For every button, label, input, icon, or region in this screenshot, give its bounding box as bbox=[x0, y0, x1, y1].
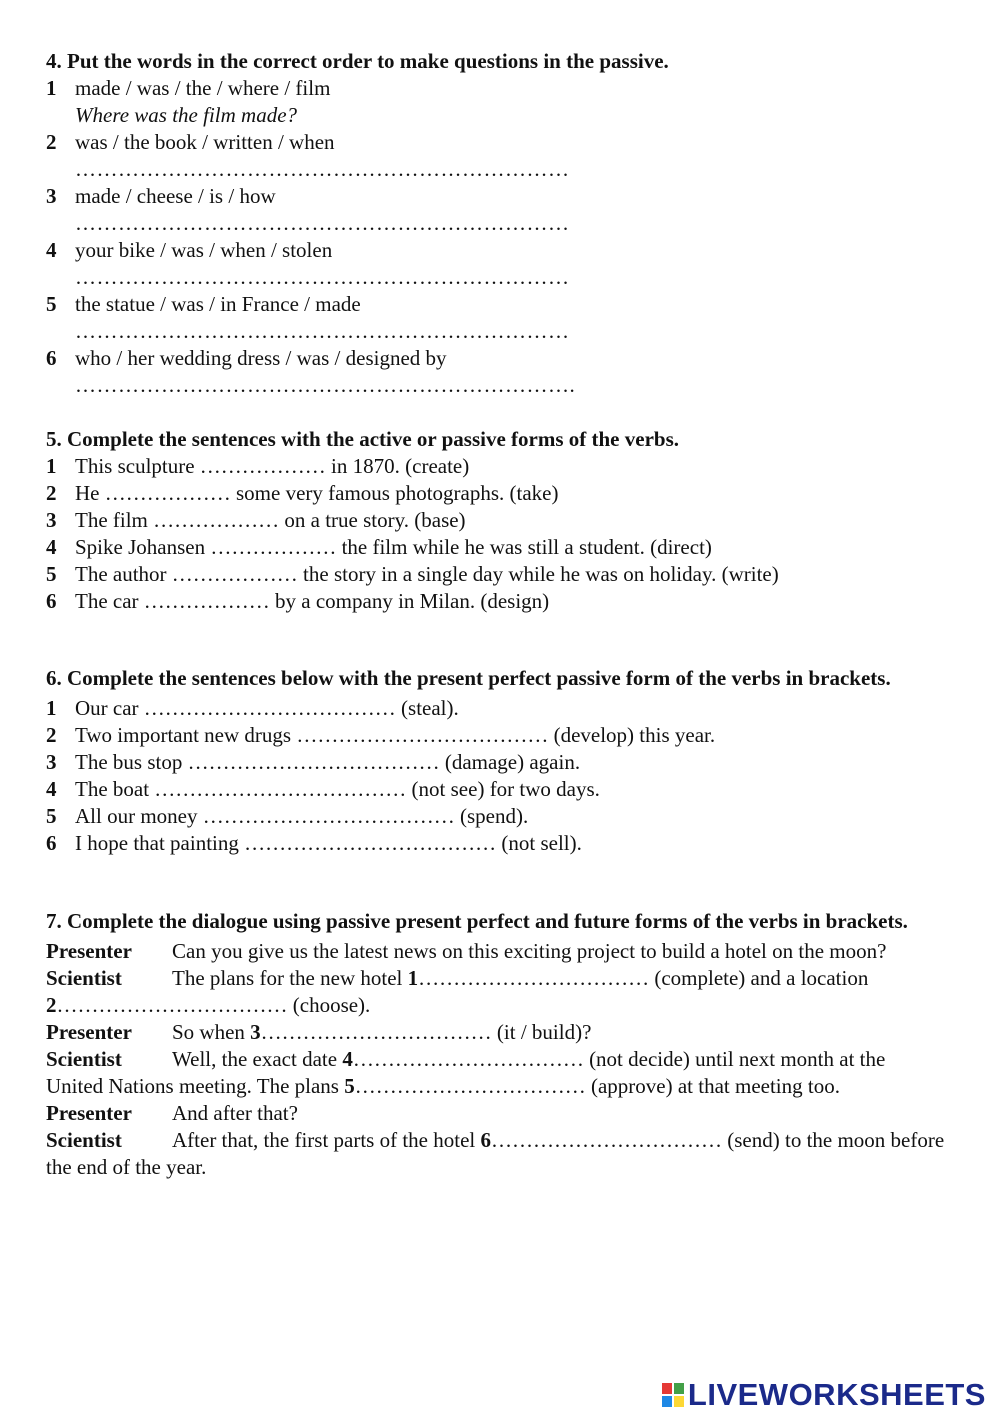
speaker-label: Presenter bbox=[46, 1020, 132, 1044]
blank-3[interactable]: …………………………… (it / build)? bbox=[260, 1020, 592, 1044]
s4-item-4: 4 your bike / was / when / stolen bbox=[46, 238, 333, 262]
s4-answer-line-6[interactable]: ……………………………………………………………. bbox=[75, 373, 576, 397]
section-5-heading: 5. Complete the sentences with the active or passive forms of the verbs. bbox=[46, 427, 679, 451]
s6-item-1: 1 Our car ……………………………… (steal). bbox=[46, 696, 459, 720]
dialogue-line-6: Scientist After that, the first parts of the hotel 6…………………………… (send) to the moon before the end of the year. bbox=[46, 1128, 945, 1179]
s4-answer-line-3[interactable]: …………………………………………………………… bbox=[75, 211, 570, 235]
liveworksheets-logo[interactable] bbox=[662, 1377, 986, 1412]
s6-item-3: 3 The bus stop ……………………………… (damage) again. bbox=[46, 750, 581, 774]
blank-1[interactable]: …………………………… (complete) and a location bbox=[418, 966, 869, 990]
s5-item-1: 1 This sculpture ……………… in 1870. (create) bbox=[46, 454, 470, 478]
blank-number: 1 bbox=[407, 966, 419, 990]
s5-item-2: 2 He ……………… some very famous photographs. (take) bbox=[46, 481, 559, 505]
blank-number: 5 bbox=[344, 1074, 355, 1098]
s4-answer-line-2[interactable]: …………………………………………………………… bbox=[75, 157, 570, 181]
s4-item-1: 1 made / was / the / where / film bbox=[46, 76, 331, 100]
s5-item-3: 3 The film ……………… on a true story. (base) bbox=[46, 508, 466, 532]
logo-square-blue bbox=[662, 1396, 672, 1407]
blank-number: 6 bbox=[480, 1128, 491, 1152]
dialogue-line-5: Presenter And after that? bbox=[46, 1101, 298, 1125]
s4-example-answer: Where was the film made? bbox=[75, 103, 298, 127]
logo-text: LIVEWORKSHEETS bbox=[687, 1377, 986, 1412]
blank-6[interactable]: …………………………… (send) to the moon before the end of the year. bbox=[46, 1128, 945, 1179]
section-7-heading: 7. Complete the dialogue using passive present perfect and future forms of the verbs in brackets. bbox=[46, 909, 908, 933]
blank-5[interactable]: …………………………… (approve) at that meeting too. bbox=[354, 1074, 840, 1098]
s6-item-2: 2 Two important new drugs ……………………………… (develop) this year. bbox=[46, 723, 716, 747]
s6-item-5: 5 All our money ……………………………… (spend). bbox=[46, 804, 529, 828]
speaker-label: Scientist bbox=[46, 1128, 122, 1152]
blank-2[interactable]: …………………………… (choose). bbox=[56, 993, 371, 1017]
blank-number: 4 bbox=[342, 1047, 353, 1071]
s4-item-2: 2 was / the book / written / when bbox=[46, 130, 335, 154]
s4-item-3: 3 made / cheese / is / how bbox=[46, 184, 276, 208]
dialogue-line-2: Scientist The plans for the new hotel 1…………………………… (complete) and a location 2…………………………… (choose). bbox=[46, 966, 869, 1017]
s4-item-6: 6 who / her wedding dress / was / designed by bbox=[46, 346, 447, 370]
section-6-heading: 6. Complete the sentences below with the present perfect passive form of the verbs in brackets. bbox=[46, 666, 891, 690]
blank-number: 3 bbox=[250, 1020, 261, 1044]
speaker-label: Scientist bbox=[46, 1047, 122, 1071]
speaker-label: Scientist bbox=[46, 966, 122, 990]
logo-square-green bbox=[674, 1383, 684, 1394]
speaker-label: Presenter bbox=[46, 939, 132, 963]
dialogue-line-1: Presenter Can you give us the latest news on this exciting project to build a hotel on the moon? bbox=[46, 939, 887, 963]
logo-square-red bbox=[662, 1383, 672, 1394]
dialogue-line-4: Scientist Well, the exact date 4…………………………… (not decide) until next month at the United Nations meeting. The plans 5…………………………… (approve) at that meeting too. bbox=[46, 1047, 886, 1098]
worksheet bbox=[46, 48, 946, 1181]
section-4-heading: 4. Put the words in the correct order to make questions in the passive. bbox=[46, 49, 669, 73]
s5-item-5: 5 The author ……………… the story in a single day while he was on holiday. (write) bbox=[46, 562, 779, 586]
dialogue-line-3: Presenter So when 3…………………………… (it / build)? bbox=[46, 1020, 592, 1044]
s4-item-5: 5 the statue / was / in France / made bbox=[46, 292, 361, 316]
speaker-label: Presenter bbox=[46, 1101, 132, 1125]
s6-item-4: 4 The boat ……………………………… (not see) for two days. bbox=[46, 777, 600, 801]
blank-4[interactable]: …………………………… (not decide) until next month at the United Nations meeting. The plans bbox=[46, 1047, 886, 1098]
s4-answer-line-4[interactable]: …………………………………………………………… bbox=[75, 265, 570, 289]
s6-item-6: 6 I hope that painting ……………………………… (not sell). bbox=[46, 831, 582, 855]
s4-answer-line-5[interactable]: …………………………………………………………… bbox=[75, 319, 570, 343]
logo-square-yellow bbox=[674, 1396, 684, 1407]
liveworksheets-logo-icon bbox=[662, 1383, 684, 1407]
s5-item-6: 6 The car ……………… by a company in Milan. (design) bbox=[46, 589, 550, 613]
blank-number: 2 bbox=[46, 993, 57, 1017]
s5-item-4: 4 Spike Johansen ……………… the film while he was still a student. (direct) bbox=[46, 535, 712, 559]
